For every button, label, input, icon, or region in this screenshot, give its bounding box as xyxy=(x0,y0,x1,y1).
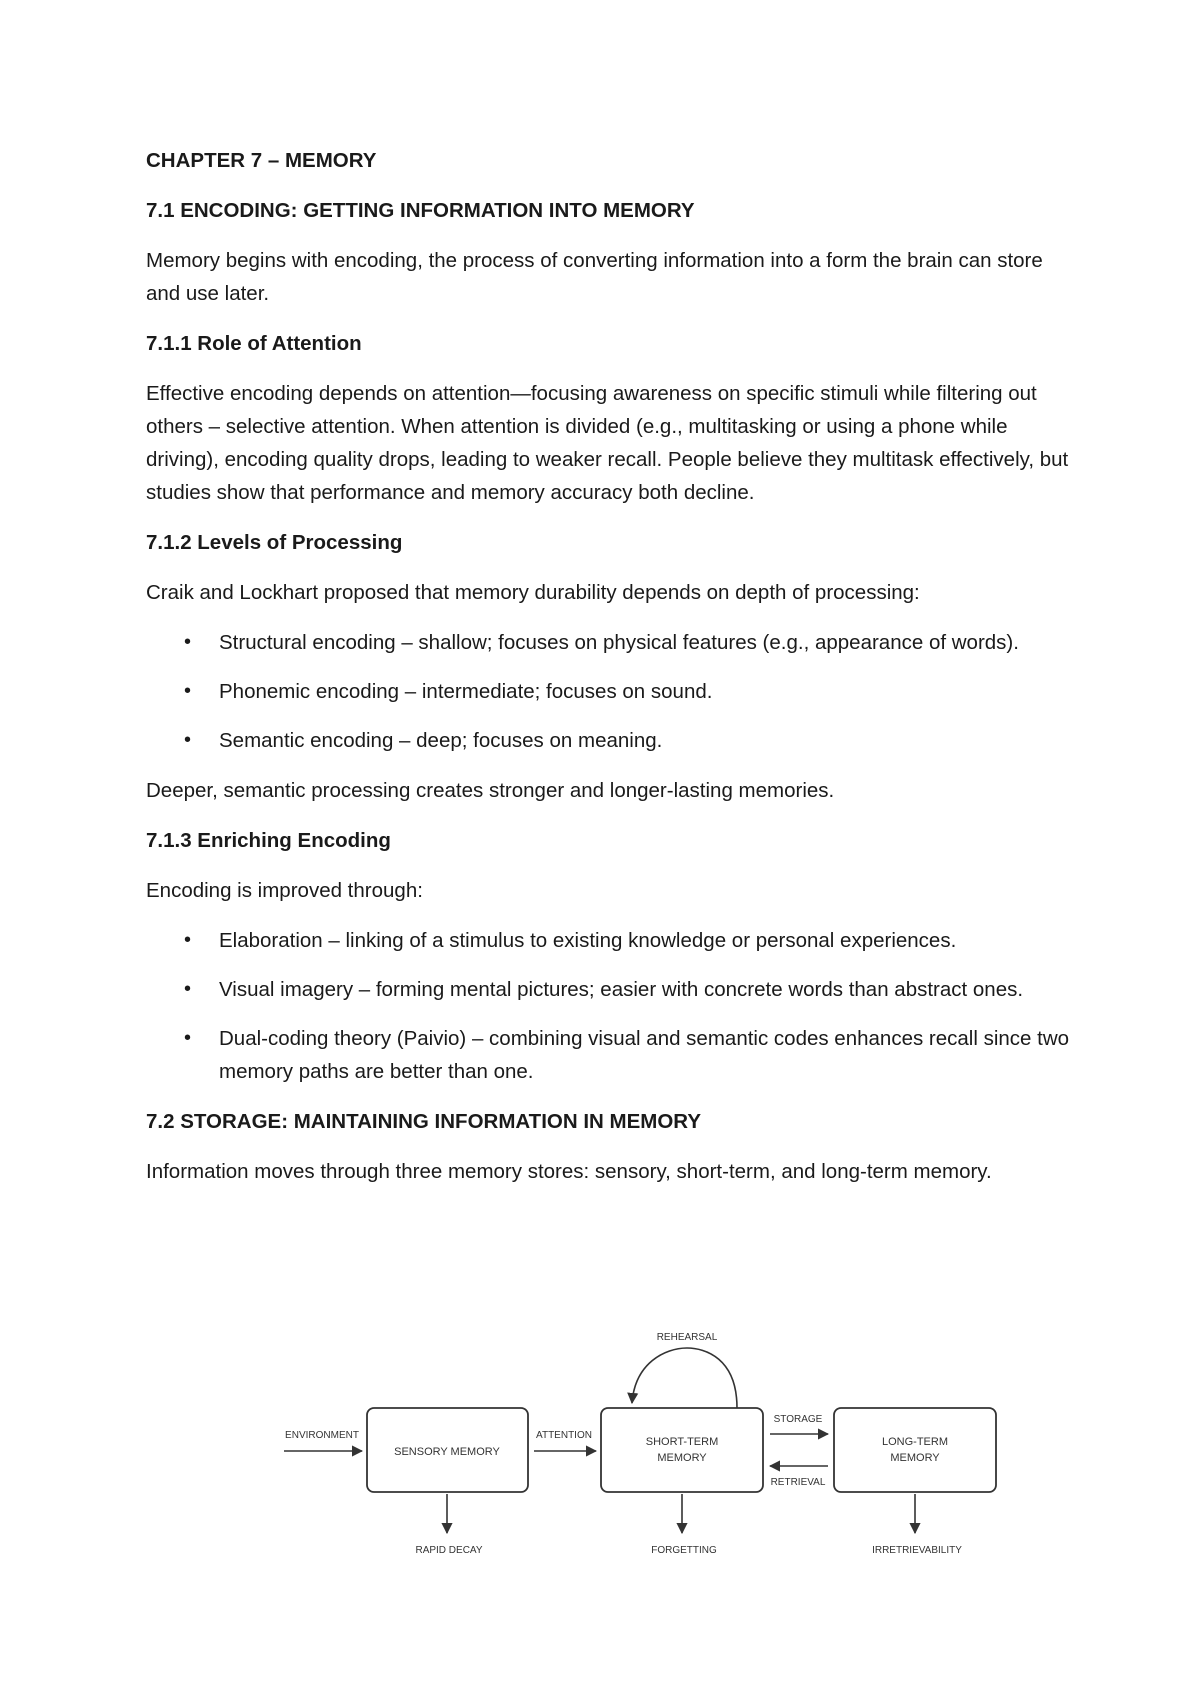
retrieval-label: RETRIEVAL xyxy=(770,1477,826,1488)
section-7-1-intro: Memory begins with encoding, the process of converting information into a form the brain can store and use later. xyxy=(146,249,1043,305)
document-page xyxy=(146,144,1076,1205)
short-term-memory-box xyxy=(601,1408,763,1492)
list-item: • Semantic encoding – deep; focuses on meaning. xyxy=(146,724,1076,757)
section-7-1-1-body: Effective encoding depends on attention—focusing awareness on specific stimuli while filtering out others – selective attention. When attention is divided (e.g., multitasking or using a phone while driving), encoding quality drops, leading to weaker recall. People believe they multitask effectively, but studies show that performance and memory accuracy both decline. xyxy=(146,382,1069,504)
chapter-title: CHAPTER 7 – MEMORY xyxy=(146,149,377,172)
environment-label: ENVIRONMENT xyxy=(285,1430,359,1441)
section-7-2-intro: Information moves through three memory stores: sensory, short-term, and long-term memory. xyxy=(146,1160,992,1183)
list-item: • Elaboration – linking of a stimulus to existing knowledge or personal experiences. xyxy=(146,924,1076,957)
memory-model-diagram xyxy=(0,1318,1200,1568)
irretrievability-label: IRRETRIEVABILITY xyxy=(872,1545,962,1556)
short-term-memory-label-line2: MEMORY xyxy=(657,1452,707,1464)
list-item: • Structural encoding – shallow; focuses on physical features (e.g., appearance of words). xyxy=(146,626,1076,659)
section-7-1-2-heading: 7.1.2 Levels of Processing xyxy=(146,531,403,554)
section-7-1-heading: 7.1 ENCODING: GETTING INFORMATION INTO MEMORY xyxy=(146,199,695,222)
section-7-1-2-intro: Craik and Lockhart proposed that memory durability depends on depth of processing: xyxy=(146,581,920,604)
storage-label: STORAGE xyxy=(773,1414,823,1425)
list-item: • Visual imagery – forming mental pictures; easier with concrete words than abstract ones. xyxy=(146,973,1076,1006)
section-7-1-3-heading: 7.1.3 Enriching Encoding xyxy=(146,829,391,852)
list-item: • Phonemic encoding – intermediate; focuses on sound. xyxy=(146,675,1076,708)
rehearsal-label: REHEARSAL xyxy=(656,1332,718,1343)
long-term-memory-box xyxy=(834,1408,996,1492)
long-term-memory-label-line2: MEMORY xyxy=(890,1452,940,1464)
rehearsal-loop-arrow xyxy=(632,1348,737,1408)
rapid-decay-label: RAPID DECAY xyxy=(415,1545,483,1556)
enriching-encoding-list xyxy=(146,924,1076,1088)
section-7-1-3-intro: Encoding is improved through: xyxy=(146,879,423,902)
short-term-memory-label-line1: SHORT-TERM xyxy=(645,1436,719,1448)
long-term-memory-label-line1: LONG-TERM xyxy=(882,1436,948,1448)
attention-label: ATTENTION xyxy=(536,1430,592,1441)
levels-of-processing-list xyxy=(146,626,1076,757)
section-7-1-2-outro: Deeper, semantic processing creates stronger and longer-lasting memories. xyxy=(146,779,835,802)
list-item: • Dual-coding theory (Paivio) – combining visual and semantic codes enhances recall since two memory paths are better than one. xyxy=(146,1022,1076,1088)
section-7-1-1-heading: 7.1.1 Role of Attention xyxy=(146,332,362,355)
sensory-memory-label: SENSORY MEMORY xyxy=(394,1446,500,1458)
forgetting-label: FORGETTING xyxy=(651,1545,717,1556)
section-7-2-heading: 7.2 STORAGE: MAINTAINING INFORMATION IN MEMORY xyxy=(146,1110,702,1133)
